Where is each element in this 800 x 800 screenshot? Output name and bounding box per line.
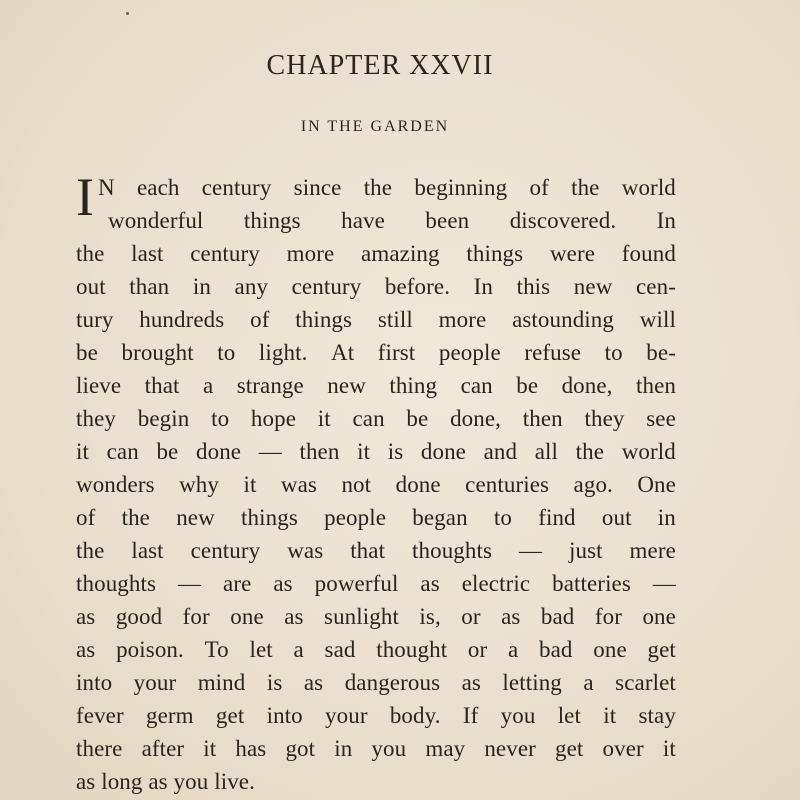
text-line: out than in any century before. In this new cen- bbox=[76, 274, 676, 299]
text-line: N each century since the beginning of the world bbox=[98, 175, 676, 200]
text-line: as long as you live. bbox=[76, 769, 255, 794]
text-line: wonders why it was not done centuries ago. One bbox=[76, 472, 676, 497]
text-line: they begin to hope it can be done, then they see bbox=[76, 406, 676, 431]
chapter-subtitle: IN THE GARDEN bbox=[300, 118, 450, 135]
text-line: as poison. To let a sad thought or a bad one get bbox=[76, 637, 676, 662]
text-line: wonderful things have been discovered. In bbox=[108, 208, 676, 233]
text-line: into your mind is as dangerous as letting a scarlet bbox=[76, 670, 676, 695]
text-line: thoughts — are as powerful as electric batteries — bbox=[76, 571, 676, 596]
text-line: be brought to light. At first people refuse to be- bbox=[76, 340, 676, 365]
text-line: fever germ get into your body. If you let it stay bbox=[76, 703, 676, 728]
text-line: the last century more amazing things were found bbox=[76, 241, 676, 266]
chapter-title: CHAPTER XXVII bbox=[266, 50, 494, 81]
page-speck bbox=[126, 12, 129, 15]
drop-cap: I bbox=[76, 167, 94, 227]
text-line: the last century was that thoughts — just mere bbox=[76, 538, 676, 563]
text-line: tury hundreds of things still more astounding will bbox=[76, 307, 676, 332]
text-line: it can be done — then it is done and all the world bbox=[76, 439, 676, 464]
text-line: lieve that a strange new thing can be done, then bbox=[76, 373, 676, 398]
text-line: of the new things people began to find out in bbox=[76, 505, 676, 530]
text-line: there after it has got in you may never get over it bbox=[76, 736, 676, 761]
text-line: as good for one as sunlight is, or as bad for one bbox=[76, 604, 676, 629]
body-text bbox=[76, 167, 676, 798]
